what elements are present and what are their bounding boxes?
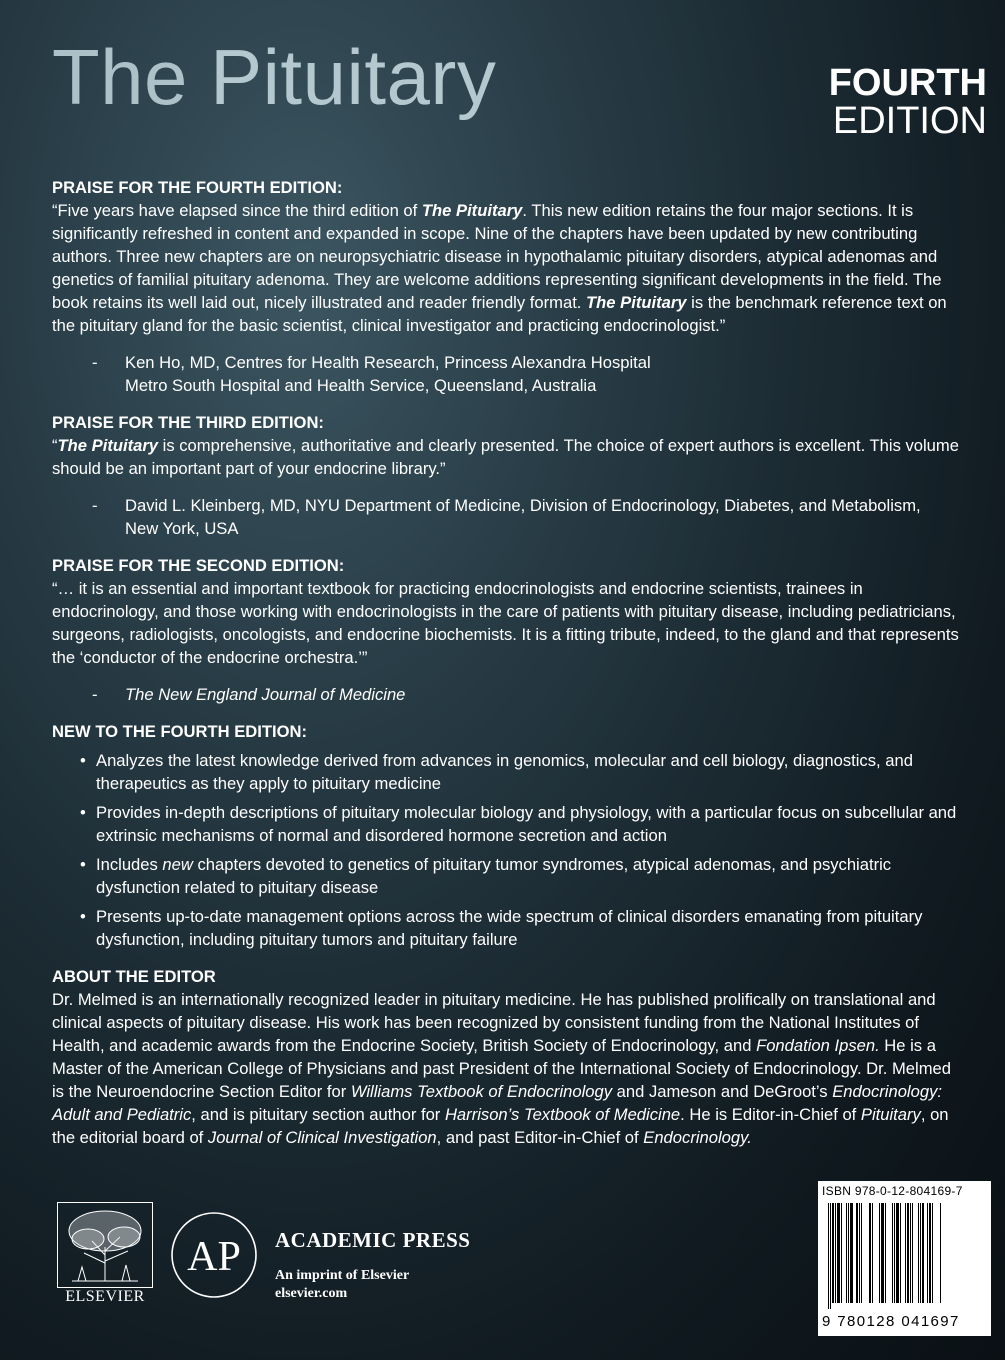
barcode-bar <box>918 1203 919 1303</box>
barcode-bar <box>830 1203 831 1309</box>
title-word-the: The <box>52 33 188 121</box>
isbn-digits: 9 780128 041697 <box>822 1313 960 1330</box>
barcode-bar <box>869 1203 871 1303</box>
barcode-bar <box>881 1203 884 1303</box>
barcode-bar <box>835 1203 836 1303</box>
barcode-bar <box>879 1203 880 1303</box>
about-editor-section <box>52 965 962 1149</box>
publisher-website: elsevier.com <box>275 1286 348 1301</box>
list-item: • Analyzes the latest knowledge derived from advances in genomics, molecular and cell biology, diagnostics, and therapeutics as they apply to pituitary medicine <box>80 749 962 795</box>
attribution-line: New York, USA <box>125 519 239 538</box>
bio-text: Dr. Melmed is an internationally recognized leader in pituitary medicine. He has published prolifically on translational and clinical aspects of pituitary disease. His work has been recognized by consistent funding from the National Institutes of Health, and academic awards from the Endocrine Society, British Society of Endocrinology, and <box>52 990 936 1055</box>
attribution-dash: - <box>92 353 98 372</box>
bio-text: , on the editorial board of <box>52 1105 949 1147</box>
barcode-bar <box>896 1203 899 1303</box>
new-features-section <box>52 720 962 951</box>
bio-text: , and is pituitary section author for <box>191 1105 445 1124</box>
barcode-bar <box>920 1203 921 1303</box>
emphasis: Pituitary <box>860 1105 921 1124</box>
barcode-bar <box>905 1203 906 1303</box>
section-heading: PRAISE FOR THE THIRD EDITION: <box>52 413 324 432</box>
barcode-bar <box>940 1203 941 1303</box>
praise-fourth-section <box>52 176 962 397</box>
quote-text: “Five years have elapsed since the third edition of <box>52 201 422 220</box>
emphasis: Endocrinology. <box>643 1128 752 1147</box>
barcode-icon <box>824 1203 985 1311</box>
emphasis: Williams Textbook of Endocrinology <box>350 1082 613 1101</box>
emphasis: Journal of Clinical Investigation <box>207 1128 437 1147</box>
bio-text: , and past Editor-in-Chief of <box>436 1128 644 1147</box>
editor-bio <box>52 988 962 1149</box>
list-item-text: chapters devoted to genetics of pituitary tumor syndromes, atypical adenomas, and psychiatric dysfunction related to pituitary disease <box>96 855 892 897</box>
quote-mark: “ <box>52 436 58 455</box>
attribution-line: David L. Kleinberg, MD, NYU Department of Medicine, Division of Endocrinology, Diabetes, and Metabolism, <box>125 496 921 515</box>
academic-press-text <box>275 1228 470 1303</box>
quote-text: . This new edition retains the four major sections. It is significantly refreshed in content and expanded in scope. Nine of the chapters have been updated by new contributing authors. Three new chapters are on neuropsychiatric disease in hypothalamic pituitary disorders, atypical adenomas and genetics of familial pituitary adenoma. They are welcome additions representing significant developments in the field. The book retains its well laid out, nicely illustrated and reader friendly format. <box>52 201 942 312</box>
barcode-bar <box>910 1203 911 1303</box>
barcode-bar <box>885 1203 886 1303</box>
feature-list <box>52 749 962 951</box>
imprint-line: An imprint of Elsevier <box>275 1268 410 1283</box>
academic-press-logo <box>169 1210 259 1300</box>
barcode-bar <box>892 1203 893 1303</box>
list-item <box>80 853 962 899</box>
emphasis: Fondation Ipsen. <box>756 1036 880 1055</box>
attribution-dash: - <box>92 496 98 515</box>
review-quote <box>52 434 962 480</box>
section-heading: PRAISE FOR THE SECOND EDITION: <box>52 556 345 575</box>
barcode-bar <box>927 1203 928 1303</box>
review-attribution <box>92 683 962 706</box>
emphasis: Endocrinology: Adult and Pediatric <box>52 1082 942 1124</box>
edition-number: FOURTH <box>828 62 987 104</box>
quote-text: is comprehensive, authoritative and clearly presented. The choice of expert authors is excellent. This volume should be an important part of your endocrine library.” <box>52 436 959 478</box>
attribution-line: Ken Ho, MD, Centres for Health Research, Princess Alexandra Hospital <box>125 353 651 372</box>
bio-text: and Jameson and DeGroot’s <box>612 1082 833 1101</box>
barcode-bar <box>872 1203 873 1303</box>
barcode-bar <box>841 1203 842 1303</box>
review-attribution <box>92 494 962 540</box>
isbn-label: ISBN 978-0-12-804169-7 <box>822 1184 963 1198</box>
barcode-bar <box>929 1203 931 1303</box>
praise-second-section <box>52 554 962 706</box>
praise-third-section <box>52 411 962 540</box>
elsevier-logo <box>57 1202 153 1312</box>
title-word-pituitary: Pituitary <box>210 33 497 121</box>
barcode-bar <box>922 1203 924 1303</box>
barcode-bar <box>859 1203 860 1303</box>
quote-text: is the benchmark reference text on the pituitary gland for the basic scientist, clinical investigator and practicing endocrinologist.” <box>52 293 947 335</box>
list-item: • Presents up-to-date management options across the wide spectrum of clinical disorders emanating from pituitary dysfunction, including pituitary tumors and pituitary failure <box>80 905 962 951</box>
list-item-text: Includes <box>96 855 163 874</box>
isbn-barcode <box>818 1181 991 1336</box>
review-quote: “… it is an essential and important textbook for practicing endocrinologists and endocrine scientists, trainees in endocrinology, and those working with endocrinologists in the care of patients with pituitary disease, including pediatricians, surgeons, radiologists, oncologists, and endocrine biochemists. It is a fitting tribute, indeed, to the gland and that represents the ‘conductor of the endocrine orchestra.’” <box>52 579 959 667</box>
bio-text: He is a Master of the American College of Physicians and past President of the International Society of Endocrinology. Dr. Melmed is the Neuroendocrine Section Editor for <box>52 1036 951 1101</box>
back-cover-text <box>52 176 962 1163</box>
barcode-bar <box>856 1203 858 1303</box>
ap-monogram: AP <box>187 1234 241 1280</box>
barcode-bar <box>846 1203 847 1303</box>
elsevier-wordmark: ELSEVIER <box>65 1288 145 1305</box>
elsevier-tree-icon <box>57 1202 153 1288</box>
book-title-ref: The Pituitary <box>57 436 159 455</box>
barcode-bar <box>861 1203 862 1303</box>
book-title-ref: The Pituitary <box>586 293 687 312</box>
list-item: • Provides in-depth descriptions of pituitary molecular biology and physiology, with a particular focus on subcellular and extrinsic mechanisms of normal and disordered hormone secretion and action <box>80 801 962 847</box>
publisher-name: ACADEMIC PRESS <box>275 1228 471 1252</box>
book-title-ref: The Pituitary <box>421 201 523 220</box>
emphasis: Harrison’s Textbook of Medicine <box>444 1105 681 1124</box>
attribution-line: The New England Journal of Medicine <box>125 685 406 704</box>
edition-word: EDITION <box>832 100 987 142</box>
barcode-bar <box>912 1203 913 1303</box>
barcode-bar <box>848 1203 849 1303</box>
attribution-line: Metro South Hospital and Health Service, Queensland, Australia <box>125 376 597 395</box>
emphasis: new <box>162 855 193 874</box>
review-quote <box>52 199 962 337</box>
section-heading: NEW TO THE FOURTH EDITION: <box>52 722 308 741</box>
book-title <box>52 33 497 121</box>
barcode-bar <box>932 1203 933 1303</box>
barcode-bar <box>894 1203 895 1303</box>
edition-badge <box>829 64 987 140</box>
barcode-bar <box>907 1203 909 1303</box>
barcode-bar <box>832 1203 834 1303</box>
barcode-bar <box>828 1203 829 1309</box>
review-attribution <box>92 351 962 397</box>
bio-text: . He is Editor-in-Chief of <box>680 1105 861 1124</box>
attribution-dash: - <box>92 685 98 704</box>
section-heading: ABOUT THE EDITOR <box>52 967 216 986</box>
barcode-bar <box>837 1203 840 1303</box>
barcode-bar <box>900 1203 901 1303</box>
barcode-bar <box>850 1203 853 1303</box>
section-heading: PRAISE FOR THE FOURTH EDITION: <box>52 178 343 197</box>
